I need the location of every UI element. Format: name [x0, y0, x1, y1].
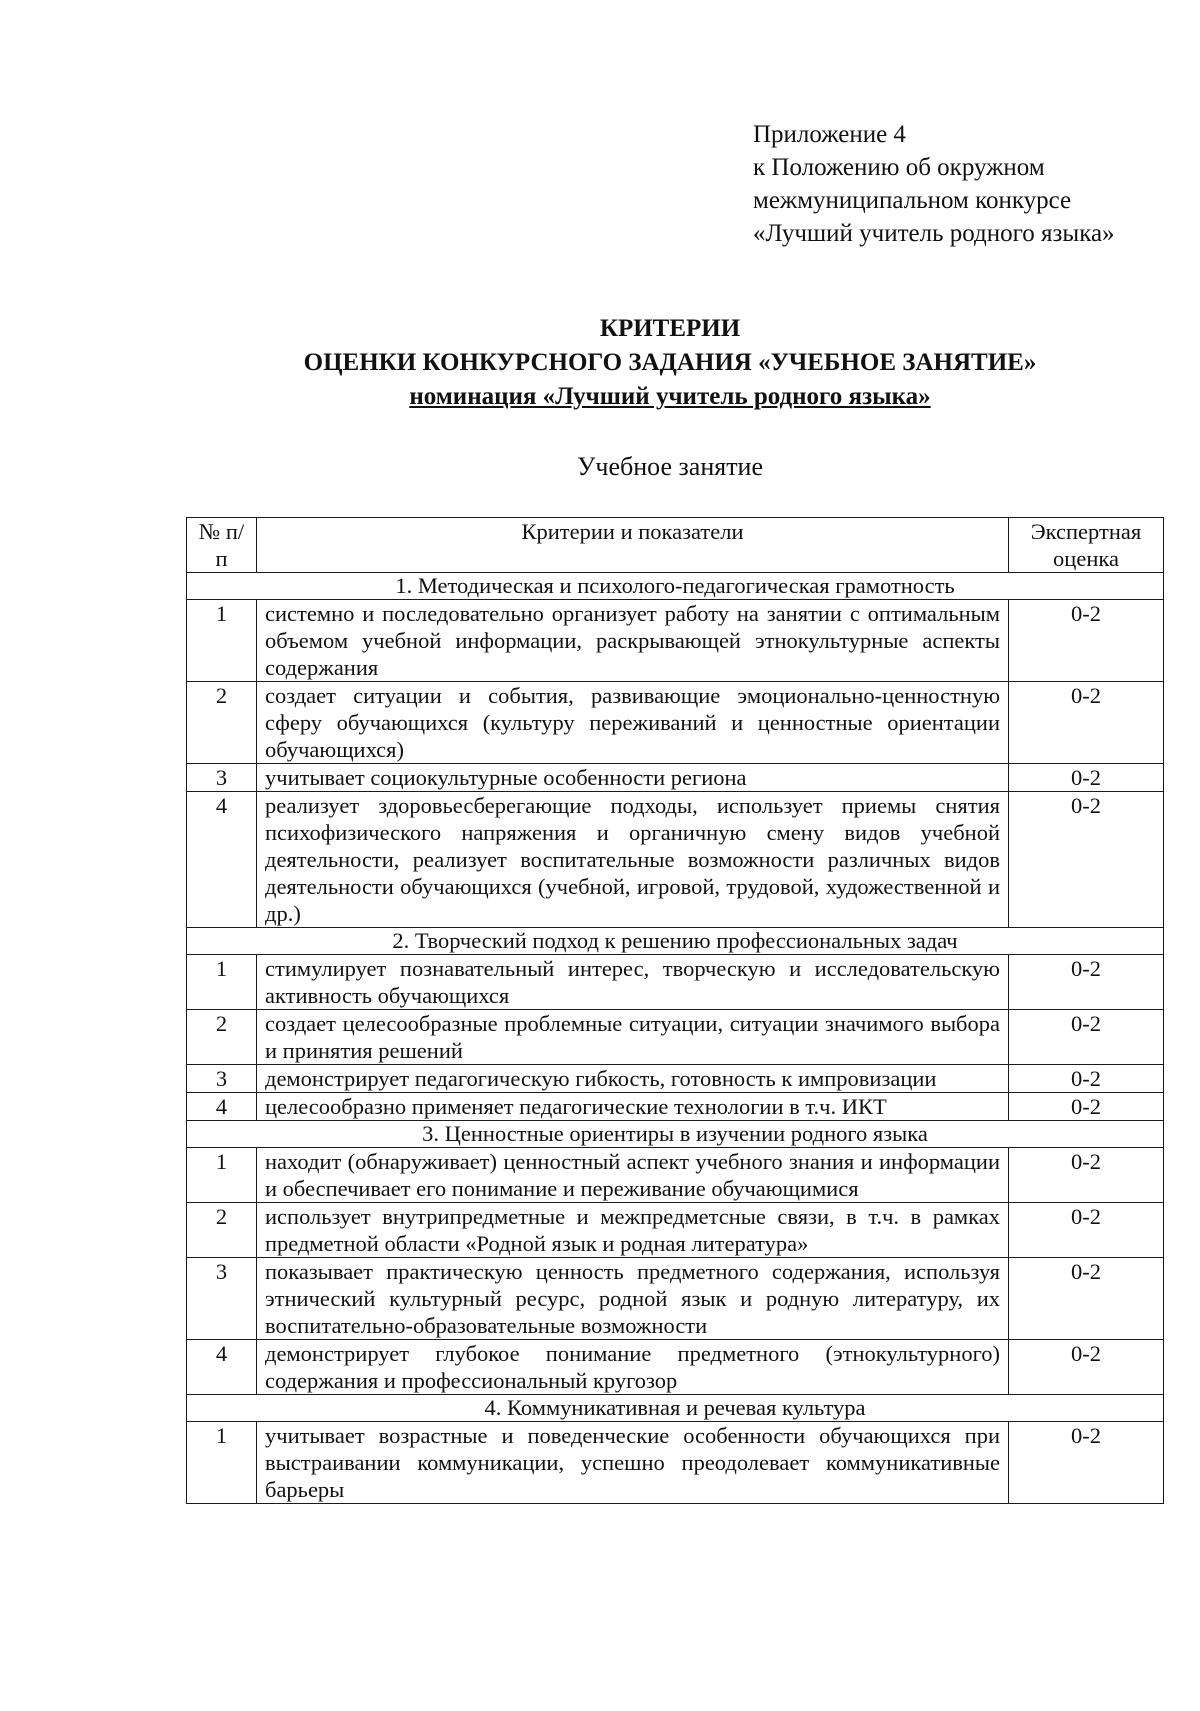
nomination-line: номинация «Лучший учитель родного языка» [409, 383, 931, 410]
document-title [0, 312, 1200, 414]
row-score: 0-2 [1009, 764, 1164, 792]
row-number: 1 [187, 1148, 257, 1203]
row-criterion: демонстрирует педагогическую гибкость, готовность к импровизации [257, 1065, 1009, 1093]
row-score: 0-2 [1009, 600, 1164, 682]
row-number: 3 [187, 764, 257, 792]
appendix-line: Приложение 4 [753, 121, 906, 148]
table-row [187, 682, 1164, 764]
table-header-row [187, 518, 1164, 573]
row-number: 2 [187, 682, 257, 764]
section-title: 1. Методическая и психолого-педагогическая грамотность [187, 573, 1164, 600]
table-row [187, 1203, 1164, 1258]
section-row [187, 573, 1164, 600]
section-row [187, 1121, 1164, 1148]
row-score: 0-2 [1009, 792, 1164, 928]
row-number: 4 [187, 1093, 257, 1121]
table-row [187, 1148, 1164, 1203]
table-row [187, 1422, 1164, 1504]
criteria-table [186, 517, 1164, 1504]
row-number: 1 [187, 1422, 257, 1504]
table-row [187, 764, 1164, 792]
row-number: 3 [187, 1258, 257, 1340]
title-line-2: ОЦЕНКИ КОНКУРСНОГО ЗАДАНИЯ «УЧЕБНОЕ ЗАНЯТИЕ» [303, 349, 1037, 376]
row-criterion: демонстрирует глубокое понимание предметного (этнокультурного) содержания и профессиональный кругозор [257, 1340, 1009, 1395]
row-criterion: реализует здоровьесберегающие подходы, использует приемы снятия психофизического напряжения и органичную смену видов учебной деятельности, реализует воспитательные возможности различных видов деятельности обучающихся (учебной, игровой, трудовой, художественной и др.) [257, 792, 1009, 928]
row-score: 0-2 [1009, 955, 1164, 1010]
table-row [187, 792, 1164, 928]
row-number: 1 [187, 955, 257, 1010]
row-number: 4 [187, 1340, 257, 1395]
section-title: 2. Творческий подход к решению профессиональных задач [187, 928, 1164, 955]
row-criterion: учитывает социокультурные особенности региона [257, 764, 1009, 792]
section-title: 3. Ценностные ориентиры в изучении родного языка [187, 1121, 1164, 1148]
table-row [187, 1010, 1164, 1065]
row-number: 1 [187, 600, 257, 682]
header-number: № п/п [187, 518, 257, 573]
row-criterion: учитывает возрастные и поведенческие особенности обучающихся при выстраивании коммуникации, успешно преодолевает коммуникативные барьеры [257, 1422, 1009, 1504]
section-row [187, 1395, 1164, 1422]
row-criterion: целесообразно применяет педагогические технологии в т.ч. ИКТ [257, 1093, 1009, 1121]
row-criterion: показывает практическую ценность предметного содержания, используя этнический культурный ресурс, родной язык и родную литературу, их воспитательно-образовательные возможности [257, 1258, 1009, 1340]
appendix-line: межмуниципальном конкурсе [753, 187, 1072, 214]
title-line-1: КРИТЕРИИ [599, 315, 741, 342]
row-criterion: создает ситуации и события, развивающие эмоционально-ценностную сферу обучающихся (культуру переживаний и ценностные ориентации обучающихся) [257, 682, 1009, 764]
row-criterion: использует внутрипредметные и межпредметсные связи, в т.ч. в рамках предметной области «Родной язык и родная литература» [257, 1203, 1009, 1258]
row-number: 4 [187, 792, 257, 928]
row-criterion: создает целесообразные проблемные ситуации, ситуации значимого выбора и принятия решений [257, 1010, 1009, 1065]
table-row [187, 955, 1164, 1010]
section-title: 4. Коммуникативная и речевая культура [187, 1395, 1164, 1422]
section-row [187, 928, 1164, 955]
row-score: 0-2 [1009, 1093, 1164, 1121]
table-row [187, 1258, 1164, 1340]
table-row [187, 600, 1164, 682]
header-score: Экспертная оценка [1009, 518, 1164, 573]
appendix-line: к Положению об окружном [753, 154, 1045, 181]
row-number: 2 [187, 1203, 257, 1258]
row-score: 0-2 [1009, 1258, 1164, 1340]
row-score: 0-2 [1009, 1010, 1164, 1065]
row-criterion: стимулирует познавательный интерес, творческую и исследовательскую активность обучающихся [257, 955, 1009, 1010]
row-score: 0-2 [1009, 1422, 1164, 1504]
row-number: 3 [187, 1065, 257, 1093]
document-subtitle: Учебное занятие [576, 452, 764, 481]
table-row [187, 1093, 1164, 1121]
table-row [187, 1065, 1164, 1093]
row-score: 0-2 [1009, 1148, 1164, 1203]
row-number: 2 [187, 1010, 257, 1065]
appendix-line: «Лучший учитель родного языка» [753, 220, 1115, 247]
appendix-note [753, 118, 1115, 250]
table-row [187, 1340, 1164, 1395]
row-score: 0-2 [1009, 1203, 1164, 1258]
row-criterion: системно и последовательно организует работу на занятии с оптимальным объемом учебной информации, раскрывающей этнокультурные аспекты содержания [257, 600, 1009, 682]
header-criteria: Критерии и показатели [257, 518, 1009, 573]
row-score: 0-2 [1009, 682, 1164, 764]
row-score: 0-2 [1009, 1340, 1164, 1395]
row-criterion: находит (обнаруживает) ценностный аспект учебного знания и информации и обеспечивает его понимание и переживание обучающимися [257, 1148, 1009, 1203]
criteria-table-body [187, 573, 1164, 1504]
row-score: 0-2 [1009, 1065, 1164, 1093]
